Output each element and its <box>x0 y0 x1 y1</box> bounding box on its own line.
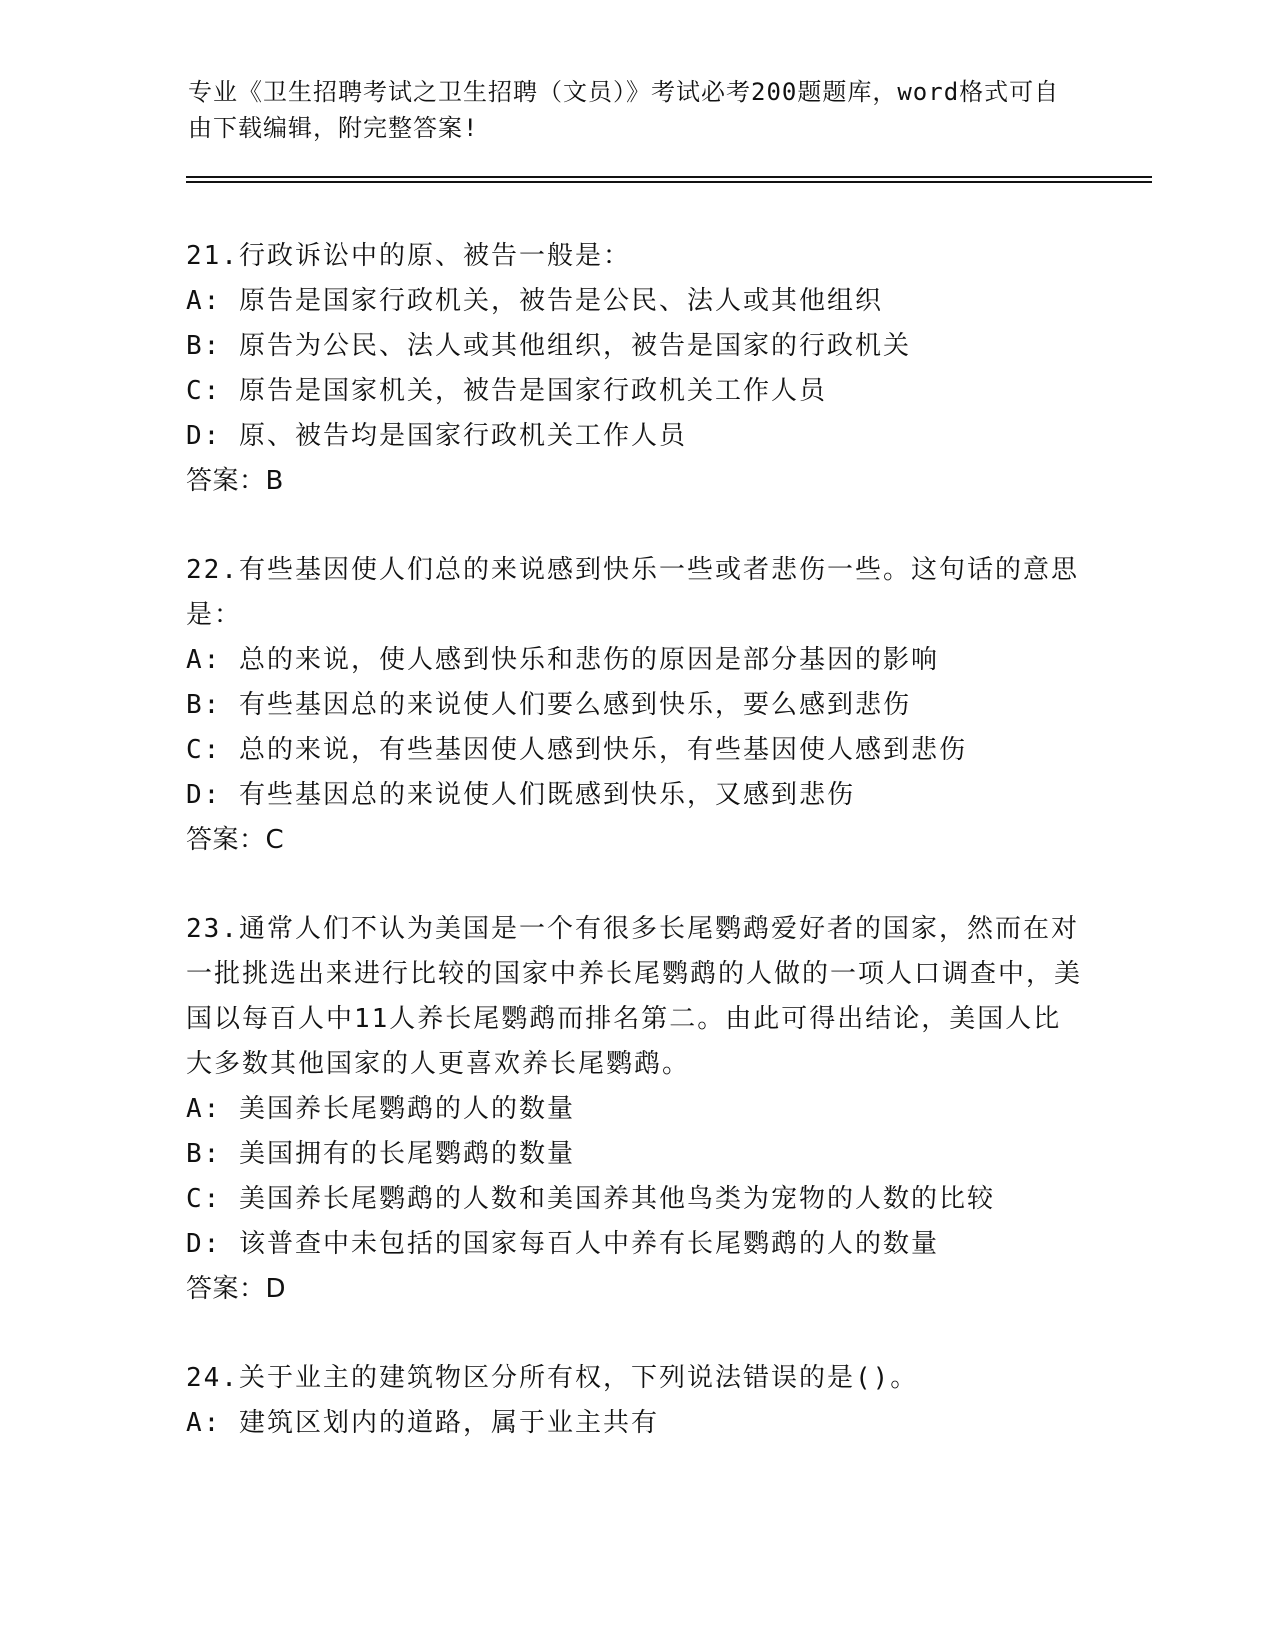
question-stem: 24.关于业主的建筑物区分所有权，下列说法错误的是()。 <box>186 1363 919 1393</box>
option-a: A: 美国养长尾鹦鹉的人的数量 <box>186 1094 575 1124</box>
option-c: C: 总的来说，有些基因使人感到快乐，有些基因使人感到悲伤 <box>186 735 967 765</box>
answer-label: 答案：B <box>186 466 284 496</box>
question-21 <box>186 234 1086 504</box>
option-a: A: 总的来说，使人感到快乐和悲伤的原因是部分基因的影响 <box>186 645 939 675</box>
question-23 <box>186 907 1086 1312</box>
option-d: D: 原、被告均是国家行政机关工作人员 <box>186 421 687 451</box>
option-b: B: 原告为公民、法人或其他组织，被告是国家的行政机关 <box>186 331 911 361</box>
question-stem: 21.行政诉讼中的原、被告一般是： <box>186 241 631 271</box>
option-b: B: 有些基因总的来说使人们要么感到快乐，要么感到悲伤 <box>186 690 911 720</box>
answer-label: 答案：D <box>186 1274 287 1304</box>
option-d: D: 有些基因总的来说使人们既感到快乐，又感到悲伤 <box>186 780 855 810</box>
question-22 <box>186 548 1086 863</box>
header-divider-bottom <box>186 181 1152 183</box>
option-d: D: 该普查中未包括的国家每百人中养有长尾鹦鹉的人的数量 <box>186 1229 939 1259</box>
document-header: 专业《卫生招聘考试之卫生招聘（文员）》考试必考200题题库，word格式可自由下载编辑，附完整答案! <box>188 78 1060 142</box>
answer-label: 答案：C <box>186 825 285 855</box>
option-a: A: 原告是国家行政机关，被告是公民、法人或其他组织 <box>186 286 883 316</box>
question-24 <box>186 1356 1086 1446</box>
option-c: C: 原告是国家机关，被告是国家行政机关工作人员 <box>186 376 827 406</box>
question-stem: 22.有些基因使人们总的来说感到快乐一些或者悲伤一些。这句话的意思是： <box>186 555 1079 630</box>
option-a: A: 建筑区划内的道路，属于业主共有 <box>186 1408 659 1438</box>
question-stem: 23.通常人们不认为美国是一个有很多长尾鹦鹉爱好者的国家，然而在对一批挑选出来进行比较的国家中养长尾鹦鹉的人做的一项人口调查中，美国以每百人中11人养长尾鹦鹉而排名第二。由此可得出结论，美国人比大多数其他国家的人更喜欢养长尾鹦鹉。 <box>186 914 1083 1079</box>
option-c: C: 美国养长尾鹦鹉的人数和美国养其他鸟类为宠物的人数的比较 <box>186 1184 995 1214</box>
header-divider-top <box>186 176 1152 178</box>
question-list <box>186 234 1086 1490</box>
option-b: B: 美国拥有的长尾鹦鹉的数量 <box>186 1139 575 1169</box>
